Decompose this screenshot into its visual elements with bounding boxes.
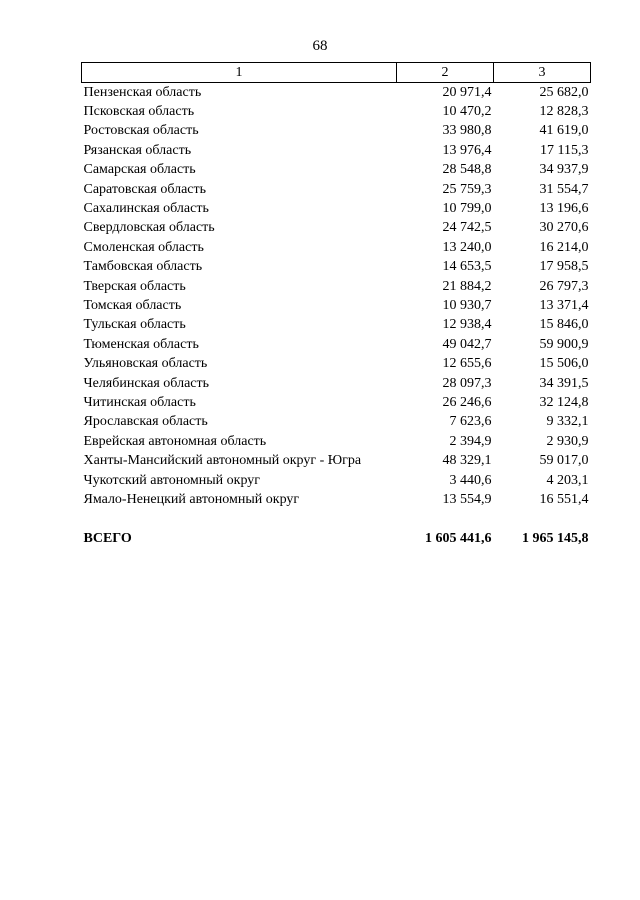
region-name-cell: Пензенская область (83, 84, 202, 100)
value-col-3-cell: 26 797,3 (539, 278, 589, 294)
region-name-cell: Еврейская автономная область (83, 433, 267, 449)
spacer-cell (397, 510, 494, 528)
value-col-3-cell: 41 619,0 (539, 123, 589, 139)
table-body (82, 83, 591, 550)
table-row (82, 258, 591, 277)
value-col-3-cell: 13 371,4 (539, 297, 589, 313)
spacer-cell (82, 510, 397, 528)
region-name-cell: Ханты-Мансийский автономный округ - Югра (83, 453, 362, 469)
region-name-cell: Челябинская область (83, 375, 209, 391)
region-name-cell: Ростовская область (83, 123, 199, 139)
value-col-3-cell: 9 332,1 (546, 414, 589, 430)
table-row (82, 335, 591, 354)
value-col-2-cell: 28 548,8 (442, 162, 492, 178)
value-col-3-cell: 30 270,6 (539, 220, 589, 236)
header-col-2: 2 (397, 63, 494, 83)
value-col-3-cell: 17 115,3 (540, 142, 589, 158)
total-row (82, 528, 591, 550)
region-name-cell: Тверская область (83, 278, 186, 294)
region-name-cell: Читинская область (83, 394, 196, 410)
table-row (82, 199, 591, 218)
value-col-3-cell: 15 506,0 (539, 356, 589, 372)
page-number: 68 (312, 38, 328, 54)
value-col-2-cell: 26 246,6 (442, 394, 492, 410)
regions-table (81, 62, 591, 550)
value-col-3-cell: 12 828,3 (539, 104, 589, 120)
region-name-cell: Рязанская область (83, 142, 192, 158)
value-col-2-cell: 14 653,5 (442, 259, 492, 275)
value-col-3-cell: 25 682,0 (539, 84, 589, 100)
value-col-2-cell: 10 799,0 (442, 201, 492, 217)
table-row (82, 393, 591, 412)
spacer-cell (494, 510, 591, 528)
value-col-2-cell: 13 554,9 (442, 491, 492, 507)
value-col-3-cell: 34 937,9 (539, 162, 589, 178)
table-row (82, 296, 591, 315)
table-row (82, 316, 591, 335)
table-row (82, 374, 591, 393)
value-col-2-cell: 48 329,1 (442, 453, 492, 469)
value-col-2-cell: 12 655,6 (442, 356, 492, 372)
total-col-3: 1 965 145,8 (522, 530, 589, 546)
table-row (82, 102, 591, 121)
value-col-2-cell: 10 470,2 (442, 104, 492, 120)
value-col-2-cell: 13 240,0 (442, 239, 492, 255)
value-col-3-cell: 2 930,9 (546, 433, 589, 449)
value-col-2-cell: 21 884,2 (442, 278, 492, 294)
table-row (82, 277, 591, 296)
region-name-cell: Ярославская область (83, 414, 208, 430)
table-row (82, 122, 591, 141)
value-col-2-cell: 20 971,4 (442, 84, 492, 100)
table-row (82, 432, 591, 451)
value-col-3-cell: 16 214,0 (539, 239, 589, 255)
value-col-3-cell: 4 203,1 (546, 472, 589, 488)
value-col-2-cell: 24 742,5 (442, 220, 492, 236)
region-name-cell: Ульяновская область (83, 356, 208, 372)
value-col-2-cell: 33 980,8 (442, 123, 492, 139)
header-col-1: 1 (82, 63, 397, 83)
table-row (82, 451, 591, 470)
region-name-cell: Саратовская область (83, 181, 207, 197)
table-row (82, 180, 591, 199)
value-col-3-cell: 17 958,5 (539, 259, 589, 275)
header-col-3: 3 (494, 63, 591, 83)
value-col-2-cell: 7 623,6 (449, 414, 492, 430)
value-col-3-cell: 15 846,0 (539, 317, 589, 333)
spacer-row (82, 510, 591, 528)
value-col-3-cell: 59 900,9 (539, 336, 589, 352)
region-name-cell: Тульская область (83, 317, 186, 333)
region-name-cell: Смоленская область (83, 239, 204, 255)
total-col-2: 1 605 441,6 (425, 530, 492, 546)
table-row (82, 141, 591, 160)
value-col-2-cell: 12 938,4 (442, 317, 492, 333)
header-row (82, 63, 591, 83)
table-row (82, 490, 591, 509)
value-col-2-cell: 25 759,3 (442, 181, 492, 197)
value-col-2-cell: 3 440,6 (449, 472, 492, 488)
value-col-2-cell: 2 394,9 (449, 433, 492, 449)
value-col-3-cell: 16 551,4 (539, 491, 589, 507)
table-row (82, 238, 591, 257)
table-row (82, 354, 591, 373)
value-col-2-cell: 10 930,7 (442, 297, 492, 313)
region-name-cell: Свердловская область (83, 220, 215, 236)
region-name-cell: Ямало-Ненецкий автономный округ (83, 491, 300, 507)
total-label: ВСЕГО (83, 530, 132, 546)
region-name-cell: Сахалинская область (83, 201, 209, 217)
table-row (82, 219, 591, 238)
region-name-cell: Псковская область (83, 104, 195, 120)
region-name-cell: Томская область (83, 297, 182, 313)
region-name-cell: Самарская область (83, 162, 196, 178)
table-row (82, 413, 591, 432)
table-row (82, 471, 591, 490)
table-row (82, 83, 591, 103)
table-row (82, 161, 591, 180)
value-col-3-cell: 13 196,6 (539, 201, 589, 217)
region-name-cell: Тамбовская область (83, 259, 203, 275)
table-header (82, 63, 591, 83)
region-name-cell: Тюменская область (83, 336, 199, 352)
value-col-3-cell: 31 554,7 (539, 181, 589, 197)
value-col-3-cell: 59 017,0 (539, 453, 589, 469)
region-name-cell: Чукотский автономный округ (83, 472, 261, 488)
value-col-2-cell: 28 097,3 (442, 375, 492, 391)
value-col-2-cell: 49 042,7 (442, 336, 492, 352)
value-col-3-cell: 34 391,5 (539, 375, 589, 391)
value-col-2-cell: 13 976,4 (442, 142, 492, 158)
value-col-3-cell: 32 124,8 (539, 394, 589, 410)
